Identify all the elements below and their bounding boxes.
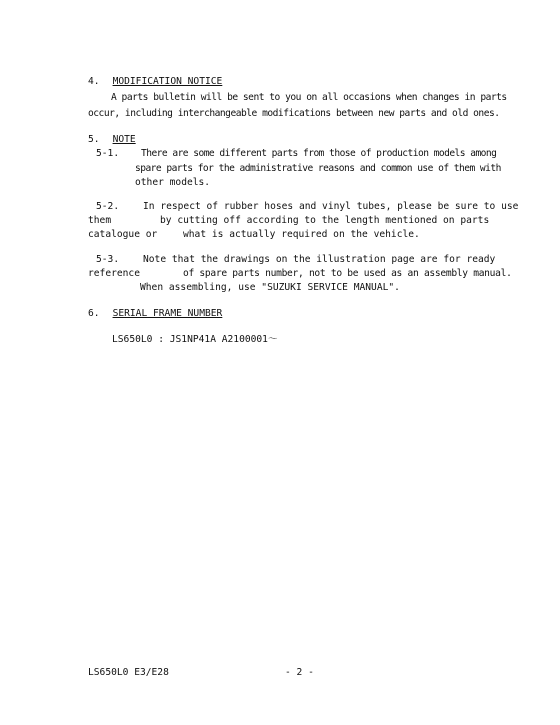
section-6-heading: [88, 306, 222, 322]
section-title: MODIFICATION NOTICE: [112, 76, 223, 87]
paragraph-line: catalogue or: [88, 229, 158, 240]
section-number: 6.: [88, 308, 100, 319]
item-number-5-1: 5-1.: [96, 148, 120, 159]
paragraph-line: Note that the drawings on the illustration page are for ready: [143, 254, 496, 265]
section-number: 5.: [88, 134, 100, 145]
section-number: 4.: [88, 76, 100, 87]
section-title: SERIAL FRAME NUMBER: [112, 308, 223, 319]
paragraph-line: other models.: [135, 177, 211, 188]
serial-frame-number: LS650L0 : JS1NP41A A2100001～: [112, 334, 278, 345]
paragraph-line: them: [88, 215, 112, 226]
item-number-5-3: 5-3.: [96, 254, 120, 265]
paragraph-line: In respect of rubber hoses and vinyl tubes, please be sure to use: [143, 201, 519, 212]
paragraph-line: spare parts for the administrative reasons and common use of them with: [135, 163, 501, 174]
paragraph-line: When assembling, use "SUZUKI SERVICE MANUAL".: [140, 282, 400, 293]
paragraph-line: by cutting off according to the length mentioned on parts: [160, 215, 490, 226]
paragraph-line: A parts bulletin will be sent to you on all occasions when changes in parts: [111, 92, 507, 103]
item-number-5-2: 5-2.: [96, 201, 120, 212]
paragraph-line: of spare parts number, not to be used as an assembly manual.: [183, 268, 512, 279]
footer-model: LS650L0 E3/E28: [88, 667, 169, 678]
paragraph-line: reference: [88, 268, 140, 279]
footer-page-number: - 2 -: [285, 667, 314, 678]
section-title: NOTE: [112, 134, 136, 145]
paragraph-line: occur, including interchangeable modifications between new parts and old ones.: [88, 108, 500, 119]
section-4-heading: [88, 74, 222, 90]
paragraph-line: There are some different parts from those of production models among: [141, 148, 497, 159]
paragraph-line: what is actually required on the vehicle.: [183, 229, 420, 240]
